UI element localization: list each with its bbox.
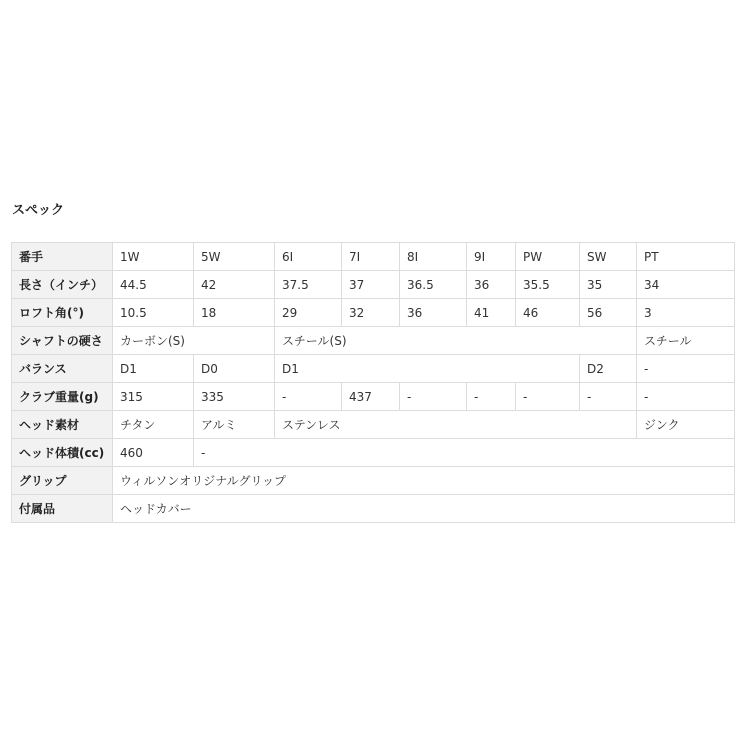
table-cell: 37	[342, 271, 400, 299]
row-head-material	[12, 411, 735, 439]
table-cell: 41	[467, 299, 516, 327]
row-grip	[12, 467, 735, 495]
table-cell: -	[467, 383, 516, 411]
table-cell: 460	[113, 439, 194, 467]
row-length	[12, 271, 735, 299]
row-shaft	[12, 327, 735, 355]
row-label-balance: バランス	[12, 355, 113, 383]
table-cell: D1	[113, 355, 194, 383]
table-cell: 3	[637, 299, 735, 327]
row-accessory	[12, 495, 735, 523]
table-cell: 35	[580, 271, 637, 299]
table-cell: 437	[342, 383, 400, 411]
table-cell: -	[400, 383, 467, 411]
row-label-loft: ロフト角(°)	[12, 299, 113, 327]
table-cell: チタン	[113, 411, 194, 439]
row-head-volume	[12, 439, 735, 467]
section-title: スペック	[12, 203, 65, 218]
row-weight	[12, 383, 735, 411]
table-cell: ヘッドカバー	[113, 495, 735, 523]
table-cell: 34	[637, 271, 735, 299]
table-cell: スチール	[637, 327, 735, 355]
row-label-club-number: 番手	[12, 243, 113, 271]
row-balance	[12, 355, 735, 383]
table-cell: 32	[342, 299, 400, 327]
spec-table	[11, 242, 735, 523]
club-pt: PT	[637, 243, 735, 271]
table-cell: -	[194, 439, 735, 467]
table-cell: 46	[516, 299, 580, 327]
row-label-head-material: ヘッド素材	[12, 411, 113, 439]
club-8i: 8I	[400, 243, 467, 271]
club-sw: SW	[580, 243, 637, 271]
club-7i: 7I	[342, 243, 400, 271]
table-cell: 35.5	[516, 271, 580, 299]
table-cell: 29	[275, 299, 342, 327]
row-label-accessory: 付属品	[12, 495, 113, 523]
club-9i: 9I	[467, 243, 516, 271]
table-cell: -	[275, 383, 342, 411]
row-label-shaft: シャフトの硬さ	[12, 327, 113, 355]
table-cell: 18	[194, 299, 275, 327]
table-cell: 36	[400, 299, 467, 327]
table-cell: 36.5	[400, 271, 467, 299]
club-pw: PW	[516, 243, 580, 271]
table-cell: ジンク	[637, 411, 735, 439]
table-cell: -	[580, 383, 637, 411]
row-loft	[12, 299, 735, 327]
table-cell: ウィルソンオリジナルグリップ	[113, 467, 735, 495]
club-6i: 6I	[275, 243, 342, 271]
row-label-grip: グリップ	[12, 467, 113, 495]
table-cell: カーボン(S)	[113, 327, 275, 355]
row-label-weight: クラブ重量(g)	[12, 383, 113, 411]
club-1w: 1W	[113, 243, 194, 271]
row-label-length: 長さ（インチ）	[12, 271, 113, 299]
table-cell: -	[637, 355, 735, 383]
table-cell: 42	[194, 271, 275, 299]
table-cell: D1	[275, 355, 580, 383]
table-cell: D0	[194, 355, 275, 383]
table-cell: 44.5	[113, 271, 194, 299]
row-label-head-volume: ヘッド体積(cc)	[12, 439, 113, 467]
table-cell: アルミ	[194, 411, 275, 439]
table-cell: 315	[113, 383, 194, 411]
table-cell: 36	[467, 271, 516, 299]
table-cell: -	[516, 383, 580, 411]
club-5w: 5W	[194, 243, 275, 271]
table-cell: -	[637, 383, 735, 411]
row-club-number	[12, 243, 735, 271]
table-cell: D2	[580, 355, 637, 383]
table-cell: 335	[194, 383, 275, 411]
table-cell: ステンレス	[275, 411, 637, 439]
table-cell: 10.5	[113, 299, 194, 327]
table-cell: スチール(S)	[275, 327, 637, 355]
table-cell: 37.5	[275, 271, 342, 299]
table-cell: 56	[580, 299, 637, 327]
